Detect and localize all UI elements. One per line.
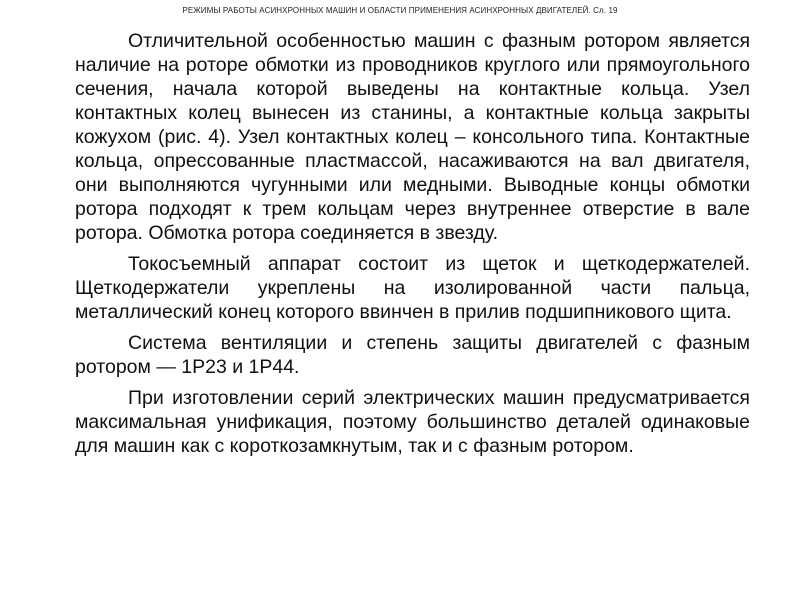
paragraph-slip-ring-rotor: Отличительной особенностью машин с фазным ротором является наличие на роторе обмотки из проводников круглого или прямоугольного сечения, начала которой выведены на контактные кольца. Узел контактных колец вынесен из станины, а контактные кольца закрыты кожухом (рис. 4). Узел контактных колец – консольного типа. Контактные кольца, опрессованные пластмассой, насаживаются на вал двигателя, они выполняются чугунными или медными. Выводные концы обмотки ротора подходят к трем кольцам через внутреннее отверстие в вале ротора. Обмотка ротора соединяется в звезду. (75, 30, 750, 244)
paragraph-ventilation: Система вентиляции и степень защиты двигателей с фазным ротором — 1Р23 и 1Р44. (75, 332, 750, 378)
paragraph-brush-gear: Токосъемный аппарат состоит из щеток и щеткодержателей. Щеткодержатели укреплены на изолированной части пальца, металлический конец которого ввинчен в прилив подшипникового щита. (75, 253, 750, 323)
slide-header: РЕЖИМЫ РАБОТЫ АСИНХРОННЫХ МАШИН И ОБЛАСТИ ПРИМЕНЕНИЯ АСИНХРОННЫХ ДВИГАТЕЛЕЙ. Сл. 19 (182, 6, 618, 15)
paragraph-unification: При изготовлении серий электрических машин предусматривается максимальная унификация, поэтому большинство деталей одинаковые для машин как с короткозамкнутым, так и с фазным ротором. (75, 387, 750, 457)
slide-body (75, 29, 750, 465)
